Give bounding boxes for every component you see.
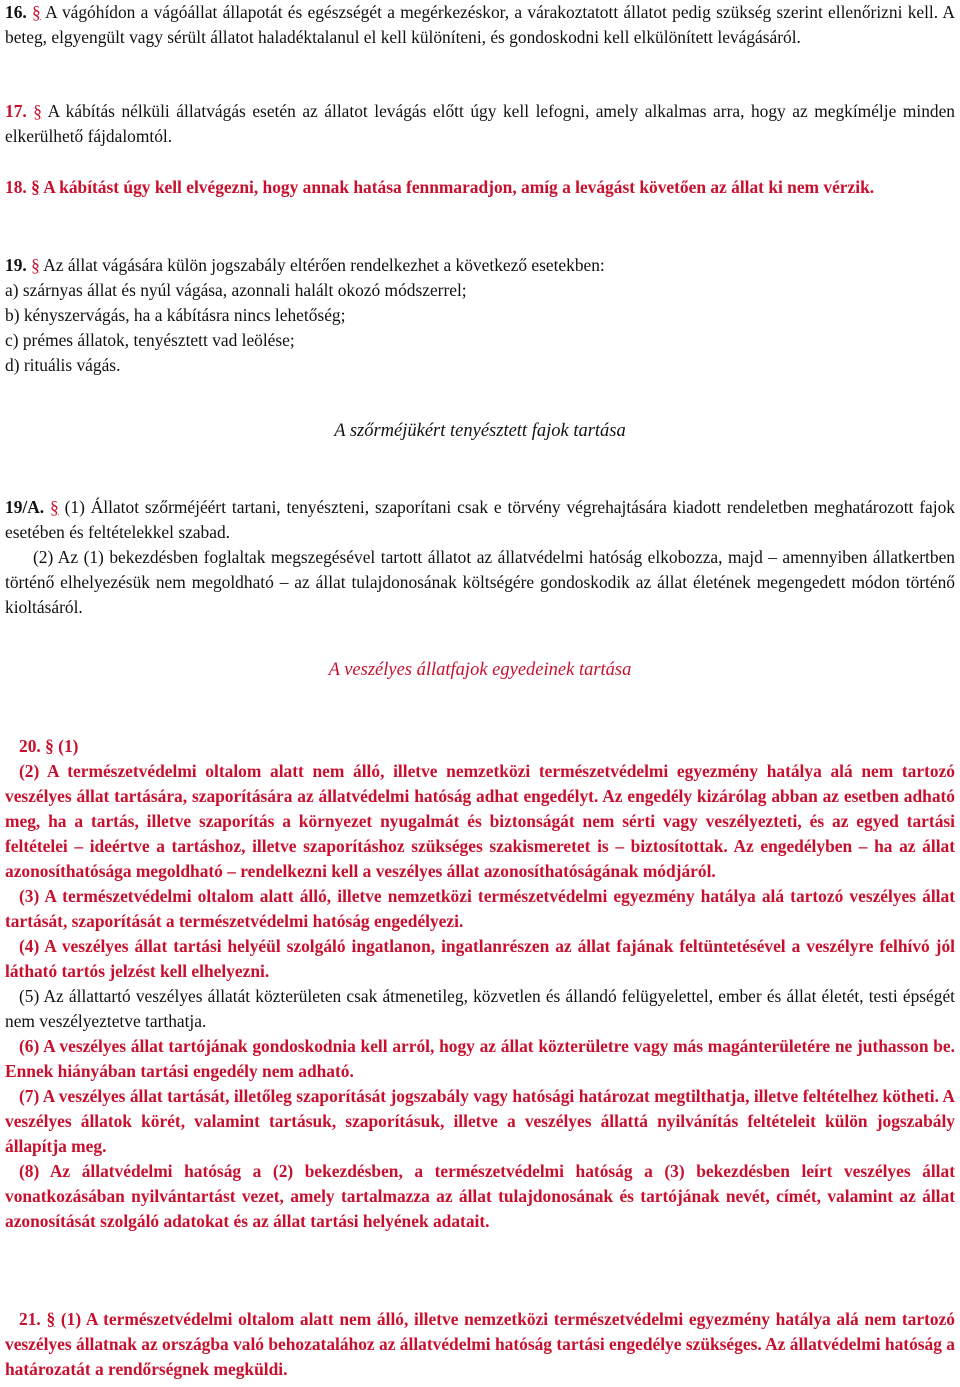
section-21: [5, 1307, 955, 1382]
list-item: c) prémes állatok, tenyésztett vad leölése;: [5, 330, 295, 350]
section-17: [5, 99, 955, 149]
paragraph-2: (2) A természetvédelmi oltalom alatt nem álló, illetve nemzetközi természetvédelmi egyezmény hatálya alá nem tartozó veszélyes állat tartására, szaporítására az állatvédelmi hatóság adhat engedélyt. Az engedély kizárólag abban az esetben adható meg, ha a tartás, illetve szaporítás a környezet nyugalmát és biztonságát nem sérti vagy veszélyezteti, és az egyed tartási feltételei – ideértve a tartáshoz, illetve szaporításhoz szükséges szakismeretet is – biztosítottak. Az engedélyben – ha az állat azonosíthatósága megoldható – rendelkezni kell a veszélyes állat azonosíthatóságának módjáról.: [5, 761, 956, 881]
paragraph-7: (7) A veszélyes állat tartását, illetőleg szaporítását jogszabály vagy hatósági határozat megtilthatja, illetve feltételhez kötheti. A veszélyes állatok körét, valamint tartásuk, szaporításuk, illetve a veszélyes állattá nyilvánítás feltételeit külön jogszabály állapítja meg.: [5, 1086, 955, 1156]
paragraph-4: (4) A veszélyes állat tartási helyéül szolgáló ingatlanon, ingatlanrészen az állat fajának feltüntetésével a veszélyre felhívó jól látható tartós jelzést kell elhelyezni.: [5, 936, 955, 981]
list-item: b) kényszervágás, ha a kábításra nincs lehetőség;: [5, 305, 346, 325]
paragraph-link[interactable]: §: [32, 2, 41, 22]
section-number: 19/A.: [5, 497, 45, 517]
paragraph-link[interactable]: §: [33, 101, 42, 121]
section-number: 21.: [19, 1309, 41, 1329]
paragraph-link[interactable]: §: [50, 497, 59, 517]
paragraph-link[interactable]: §: [31, 177, 40, 197]
section-18: [5, 175, 955, 200]
paragraph-1: (1): [58, 736, 79, 756]
section-number: 18.: [5, 177, 27, 197]
section-16: [5, 0, 955, 50]
section-text: A kábítás nélküli állatvágás esetén az állatot levágás előtt úgy kell lefogni, amely alkalmas arra, hogy az megkímélje minden elkerülhető fájdalomtól.: [5, 101, 955, 146]
list-item: d) rituális vágás.: [5, 355, 121, 375]
section-intro: Az állat vágására külön jogszabály eltérően rendelkezhet a következő esetekben:: [43, 255, 605, 275]
section-heading: A szőrméjükért tenyésztett fajok tartása: [334, 421, 626, 441]
section-number: 16.: [5, 2, 27, 22]
section-text: A vágóhídon a vágóállat állapotát és egészségét a megérkezéskor, a várakoztatott állatot pedig szükség szerint ellenőrizni kell. A beteg, elgyengült vagy sérült állatot haladéktalanul el kell különíteni, és gondoskodni kell elkülönített levágásáról.: [5, 2, 955, 47]
paragraph-link[interactable]: §: [45, 736, 54, 756]
paragraph-6: (6) A veszélyes állat tartójának gondoskodnia kell arról, hogy az állat közterületre vagy más magánterületére ne juthasson be. Ennek hiányában tartási engedély nem adható.: [5, 1036, 955, 1081]
section-text: A kábítást úgy kell elvégezni, hogy annak hatása fennmaradjon, amíg a levágást követően az állat ki nem vérzik.: [43, 177, 875, 197]
paragraph-link[interactable]: §: [31, 255, 40, 275]
section-text: (1) A természetvédelmi oltalom alatt nem álló, illetve nemzetközi természetvédelmi egyezmény hatálya alá nem tartozó veszélyes állatnak az országba való behozatalához az állatvédelmi hatóság tartási engedélye szükséges. Az állatvédelmi hatóság a határozatát a rendőrségnek megküldi.: [5, 1309, 955, 1379]
paragraph-5: (5) Az állattartó veszélyes állatát közterületen csak átmenetileg, közvetlen és állandó felügyelettel, ember és állat életét, testi épségét nem veszélyeztetve tarthatja.: [5, 986, 955, 1031]
paragraph-2: (2) Az (1) bekezdésben foglaltak megszegésével tartott állatot az állatvédelmi hatóság elkobozza, majd – amennyiben állatkertben történő elhelyezésük nem megoldható – az állat tulajdonosának költségére gondoskodik az állat életének megengedett módon történő kioltásáról.: [5, 547, 955, 617]
paragraph-8: (8) Az állatvédelmi hatóság a (2) bekezdésben, a természetvédelmi hatóság a (3) bekezdésben leírt veszélyes állat vonatkozásában nyilvántartást vezet, amely tartalmazza az állat tulajdonosának és tartójának nevét, címét, valamint az állat azonosítását szolgáló adatokat és az állat tartási helyének adatait.: [5, 1161, 955, 1231]
section-19: [5, 253, 955, 378]
paragraph-1: (1) Állatot szőrméjéért tartani, tenyészteni, szaporítani csak e törvény végrehajtására kiadott rendeletben meghatározott fajok esetében és feltételekkel szabad.: [5, 497, 955, 542]
section-number: 17.: [5, 101, 27, 121]
section-20: [5, 734, 955, 1234]
section-number: 20.: [19, 736, 41, 756]
list-item: a) szárnyas állat és nyúl vágása, azonnali halált okozó módszerrel;: [5, 280, 467, 300]
paragraph-3: (3) A természetvédelmi oltalom alatt álló, illetve nemzetközi természetvédelmi egyezmény hatálya alá tartozó veszélyes állat tartását, szaporítását a természetvédelmi hatóság engedélyezi.: [5, 886, 955, 931]
paragraph-link[interactable]: §: [46, 1309, 56, 1329]
section-heading: A veszélyes állatfajok egyedeinek tartása: [328, 660, 632, 680]
section-19a: [5, 495, 955, 620]
section-number: 19.: [5, 255, 27, 275]
